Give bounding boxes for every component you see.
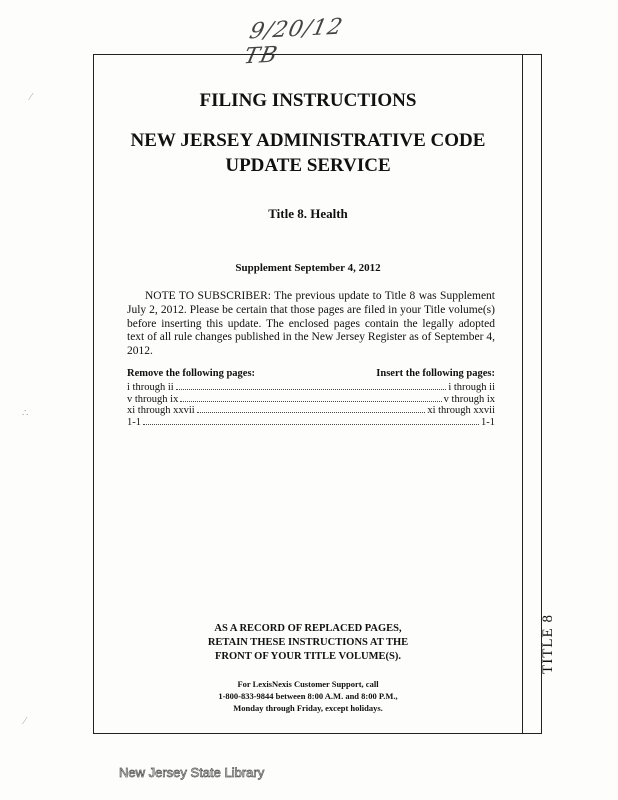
note-to-subscriber: NOTE TO SUBSCRIBER: The previous update to Title 8 was Supplement July 2, 2012. Please be certain that those pages are filed in your Title volume(s) before inserting this update. The enclosed pages contain the legally adopted text of all rule changes published in the New Jersey Register as of September 4, 2012. bbox=[127, 290, 495, 358]
customer-support-info bbox=[93, 678, 523, 714]
record-line: FRONT OF YOUR TITLE VOLUME(S). bbox=[215, 651, 401, 662]
handwritten-date-annotation: 9/20/12 TB bbox=[241, 14, 346, 70]
code-service-heading bbox=[93, 128, 523, 178]
scan-mark: ⁄ bbox=[30, 92, 32, 103]
insert-range: v through ix bbox=[443, 393, 495, 405]
insert-range: 1-1 bbox=[481, 416, 495, 428]
pages-row bbox=[127, 393, 495, 405]
library-watermark: New Jersey State Library bbox=[119, 765, 265, 780]
insert-range: xi through xxvii bbox=[427, 405, 495, 416]
pages-row bbox=[127, 381, 495, 393]
supplement-date: Supplement September 4, 2012 bbox=[235, 262, 381, 274]
leader-dots bbox=[143, 416, 479, 425]
leader-dots bbox=[197, 404, 426, 413]
title-name: Title 8. Health bbox=[268, 206, 348, 221]
pages-table bbox=[127, 381, 495, 427]
insert-range: i through ii bbox=[448, 382, 495, 393]
pages-row bbox=[127, 416, 495, 428]
record-line: RETAIN THESE INSTRUCTIONS AT THE bbox=[207, 637, 409, 648]
support-phone-hours: 1-800-833-9844 between 8:00 A.M. and 8:00 P.M., bbox=[218, 691, 398, 701]
insert-pages-header: Insert the following pages: bbox=[376, 368, 495, 379]
record-line: AS A RECORD OF REPLACED PAGES, bbox=[214, 623, 402, 634]
remove-pages-header: Remove the following pages: bbox=[127, 368, 256, 379]
scan-mark: ⁄ bbox=[24, 716, 26, 727]
filing-instructions-heading: FILING INSTRUCTIONS bbox=[199, 90, 417, 111]
support-days: Monday through Friday, except holidays. bbox=[233, 703, 383, 713]
scan-mark: ∴ bbox=[22, 408, 29, 419]
service-heading-line: UPDATE SERVICE bbox=[225, 155, 391, 176]
record-notice bbox=[93, 622, 523, 664]
pages-row bbox=[127, 404, 495, 416]
leader-dots bbox=[180, 393, 441, 402]
title-tab-label: TITLE 8 bbox=[540, 614, 556, 674]
pages-table-header bbox=[127, 368, 495, 379]
remove-range: i through ii bbox=[127, 382, 174, 393]
code-heading-line: NEW JERSEY ADMINISTRATIVE CODE bbox=[130, 130, 486, 151]
support-line: For LexisNexis Customer Support, call bbox=[237, 679, 379, 689]
leader-dots bbox=[176, 381, 447, 390]
remove-range: xi through xxvii bbox=[127, 405, 195, 416]
remove-range: 1-1 bbox=[127, 416, 141, 428]
remove-range: v through ix bbox=[127, 393, 179, 405]
